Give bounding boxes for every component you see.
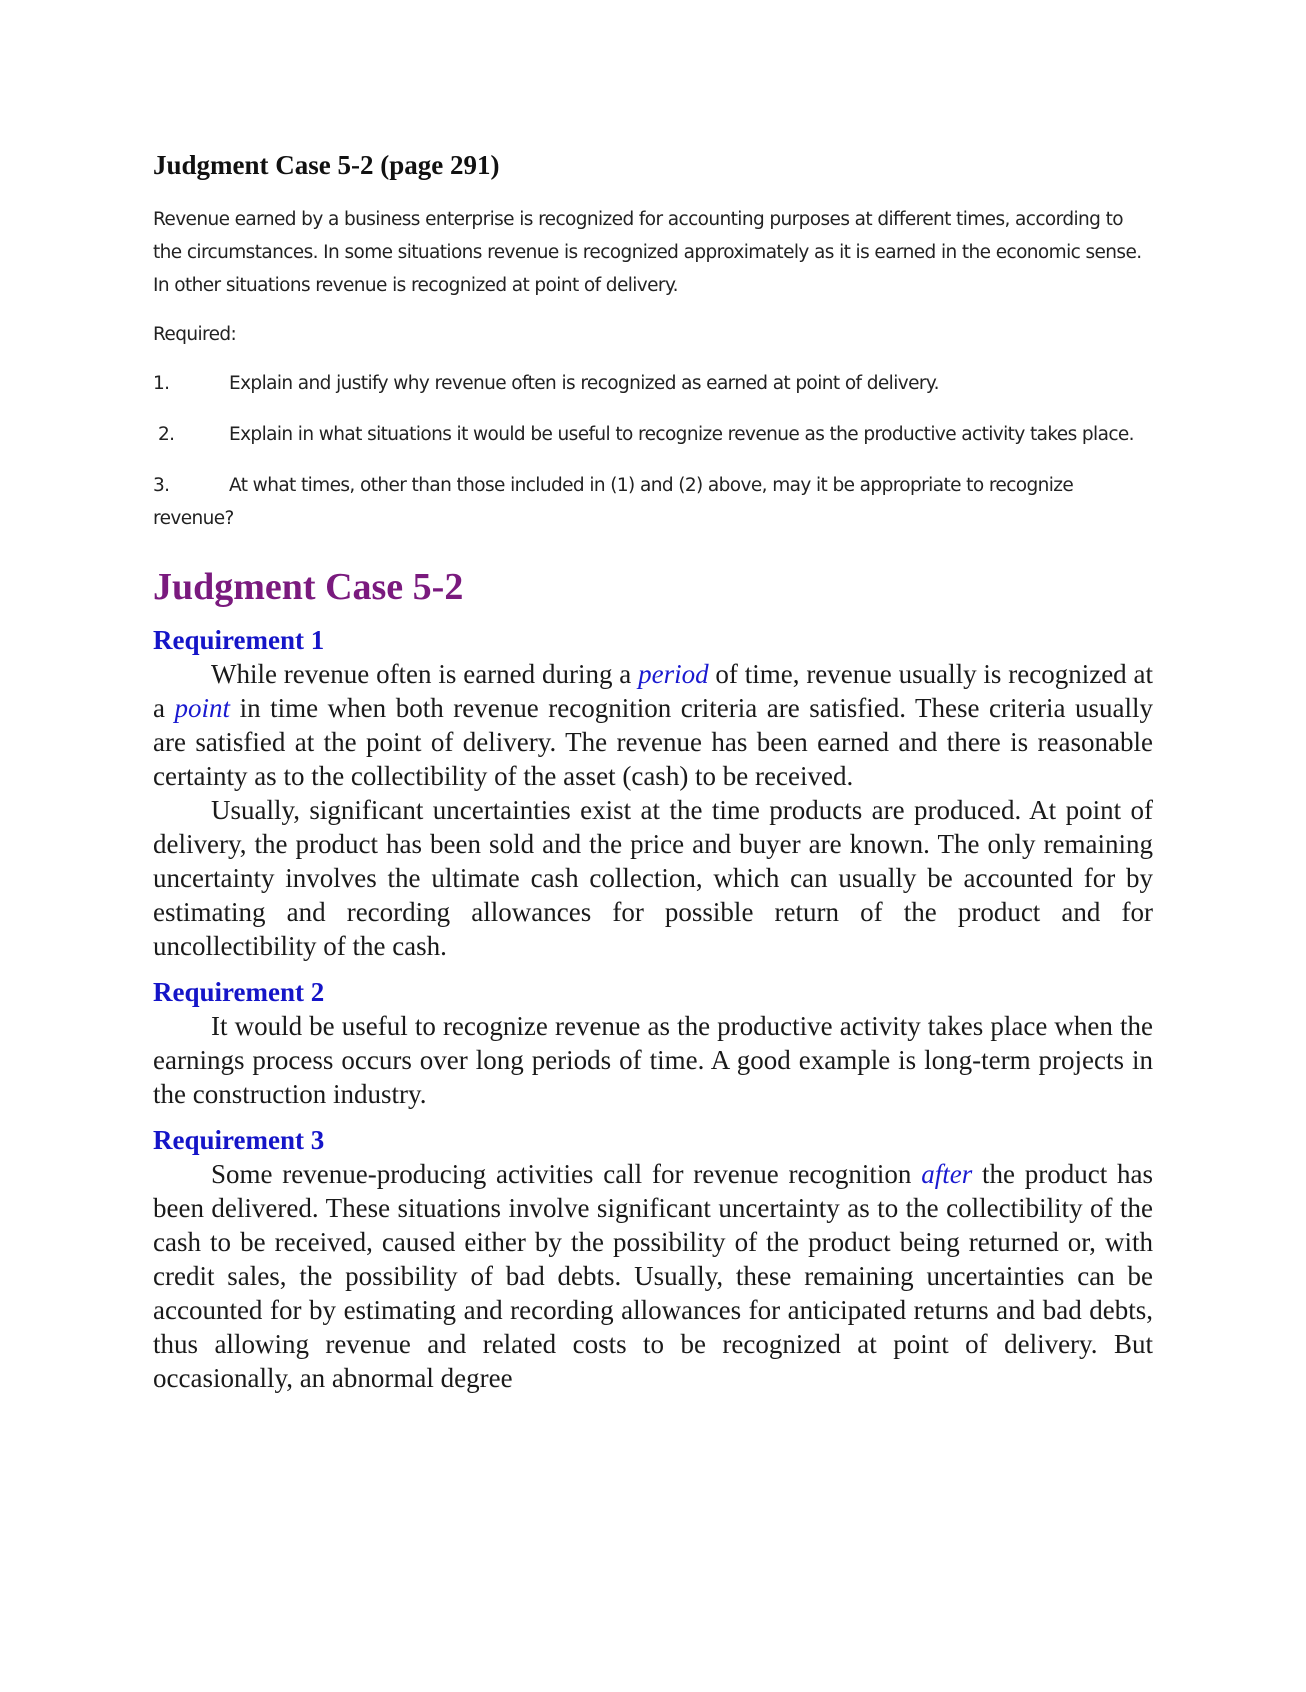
question-number: 2. bbox=[158, 424, 175, 445]
question-3 bbox=[153, 469, 1153, 535]
document-page bbox=[153, 150, 1153, 1395]
requirement-1-heading: Requirement 1 bbox=[153, 625, 325, 655]
required-label: Required: bbox=[153, 324, 237, 345]
case-title: Judgment Case 5-2 (page 291) bbox=[153, 150, 500, 180]
question-number: 3. bbox=[153, 475, 170, 496]
question-text: Explain in what situations it would be useful to recognize revenue as the productive activity takes place. bbox=[229, 424, 1134, 445]
question-text: Explain and justify why revenue often is recognized as earned at point of delivery. bbox=[229, 373, 939, 394]
question-2 bbox=[153, 418, 1153, 451]
emphasis-point: point bbox=[174, 693, 231, 723]
question-text: At what times, other than those included in (1) and (2) above, may it be appropriate to recognize revenue? bbox=[153, 475, 1074, 529]
question-number: 1. bbox=[153, 373, 170, 394]
requirement-2-paragraph: It would be useful to recognize revenue as the productive activity takes place when the earnings process occurs over long periods of time. A good example is long-term projects in the construction industry. bbox=[153, 1011, 1153, 1109]
question-1 bbox=[153, 367, 1153, 400]
requirement-1-paragraph-1: While revenue often is earned during a period of time, revenue usually is recognized at a point in time when both revenue recognition criteria are satisfied. These criteria usually are satisfied at the point of delivery. The revenue has been earned and there is reasonable certainty as to the collectibility of the asset (cash) to be received. bbox=[153, 659, 1153, 791]
requirement-3-paragraph: Some revenue-producing activities call for revenue recognition after the product has been delivered. These situations involve significant uncertainty as to the collectibility of the cash to be received, caused either by the possibility of the product being returned or, with credit sales, the possibility of bad debts. Usually, these remaining uncertainties can be accounted for by estimating and recording allowances for anticipated returns and bad debts, thus allowing revenue and related costs to be recognized at point of delivery. But occasionally, an abnormal degree bbox=[153, 1159, 1153, 1393]
requirement-3-heading: Requirement 3 bbox=[153, 1125, 325, 1155]
requirement-1-paragraph-2: Usually, significant uncertainties exist at the time products are produced. At point of delivery, the product has been sold and the price and buyer are known. The only remaining uncertainty involves the ultimate cash collection, which can usually be accounted for by estimating and recording allowances for possible return of the product and for uncollectibility of the cash. bbox=[153, 795, 1153, 961]
requirement-2-heading: Requirement 2 bbox=[153, 977, 325, 1007]
emphasis-period: period bbox=[638, 659, 709, 689]
intro-paragraph: Revenue earned by a business enterprise is recognized for accounting purposes at different times, according to the circumstances. In some situations revenue is recognized approximately as it is earned in the economic sense. In other situations revenue is recognized at point of delivery. bbox=[153, 209, 1142, 296]
answers-title: Judgment Case 5-2 bbox=[153, 566, 464, 608]
emphasis-after: after bbox=[921, 1159, 973, 1189]
